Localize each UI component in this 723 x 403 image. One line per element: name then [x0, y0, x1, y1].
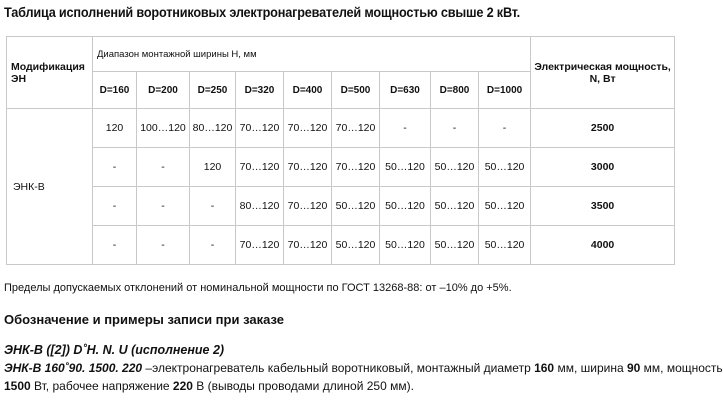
table-cell: 80…120: [190, 109, 236, 148]
header-d: D=400: [284, 72, 332, 109]
table-cell: -: [137, 148, 190, 187]
table-cell: 100…120: [137, 109, 190, 148]
order-heading: Обозначение и примеры записи при заказе: [4, 312, 285, 327]
table-cell: 70…120: [236, 109, 284, 148]
header-d: D=250: [190, 72, 236, 109]
table-cell: 70…120: [236, 148, 284, 187]
example-voltage: 220: [172, 379, 193, 393]
table-row: [7, 187, 675, 226]
table-cell: -: [479, 109, 531, 148]
table-cell: 50…120: [380, 187, 431, 226]
header-d: D=1000: [479, 72, 531, 109]
header-d: D=630: [380, 72, 431, 109]
example-text: В (выводы проводами длиной 250 мм).: [192, 379, 414, 393]
table-cell: 70…120: [332, 109, 380, 148]
page-title: Таблица исполнений воротниковых электронагревателей мощностью свыше 2 кВт.: [4, 5, 521, 20]
table-cell: 70…120: [284, 187, 332, 226]
power-cell: 3000: [531, 148, 675, 187]
table-cell: 50…120: [380, 148, 431, 187]
table-cell: 50…120: [380, 226, 431, 265]
header-d: D=200: [137, 72, 190, 109]
example-text: мм, мощность: [640, 361, 723, 375]
table-cell: 50…120: [479, 148, 531, 187]
designation-format: ЭНК-В ([2]) D˚H. N. U (исполнение 2): [4, 343, 225, 357]
example-text: –электронагреватель кабельный воротниковый, монтажный диаметр: [142, 361, 535, 375]
power-cell: 4000: [531, 226, 675, 265]
table-row: [7, 226, 675, 265]
table-cell: 50…120: [332, 226, 380, 265]
modification-cell: ЭНК-В: [7, 109, 93, 265]
header-mounting-width-range: Диапазон монтажной ширины Н, мм: [93, 37, 531, 72]
specification-table: [6, 36, 675, 265]
power-cell: 2500: [531, 109, 675, 148]
tolerance-note: Пределы допускаемых отклонений от номинальной мощности по ГОСТ 13268-88: от –10% до +5%.: [4, 282, 512, 294]
order-example: [4, 359, 723, 395]
header-modification: Модификация ЭН: [7, 37, 93, 109]
header-electric-power: Электрическая мощность, N, Вт: [531, 37, 675, 109]
table-cell: -: [93, 187, 137, 226]
table-cell: -: [93, 148, 137, 187]
header-d: D=500: [332, 72, 380, 109]
example-width: 90: [626, 361, 641, 375]
table-row: [7, 109, 675, 148]
table-cell: 50…120: [479, 226, 531, 265]
example-text: мм, ширина: [554, 361, 627, 375]
table-cell: 50…120: [431, 226, 479, 265]
table-cell: -: [190, 226, 236, 265]
table-cell: 70…120: [332, 148, 380, 187]
table-cell: 50…120: [431, 187, 479, 226]
table-cell: 120: [190, 148, 236, 187]
table-cell: 70…120: [284, 109, 332, 148]
table-cell: -: [93, 226, 137, 265]
table-row: [7, 148, 675, 187]
table-cell: 70…120: [284, 226, 332, 265]
table-cell: 80…120: [236, 187, 284, 226]
table-cell: -: [137, 187, 190, 226]
table-cell: 50…120: [431, 148, 479, 187]
table-cell: 70…120: [284, 148, 332, 187]
example-power: 1500: [4, 379, 31, 393]
table-cell: 50…120: [332, 187, 380, 226]
example-diameter: 160: [534, 361, 555, 375]
header-d: D=320: [236, 72, 284, 109]
table-cell: -: [137, 226, 190, 265]
table-cell: -: [380, 109, 431, 148]
table-cell: 50…120: [479, 187, 531, 226]
table-cell: 120: [93, 109, 137, 148]
table-cell: 70…120: [236, 226, 284, 265]
table-cell: -: [431, 109, 479, 148]
power-cell: 3500: [531, 187, 675, 226]
example-code: ЭНК-В 160˚90. 1500. 220: [4, 361, 143, 375]
table-cell: -: [190, 187, 236, 226]
header-d: D=160: [93, 72, 137, 109]
example-text: Вт, рабочее напряжение: [30, 379, 173, 393]
header-d: D=800: [431, 72, 479, 109]
